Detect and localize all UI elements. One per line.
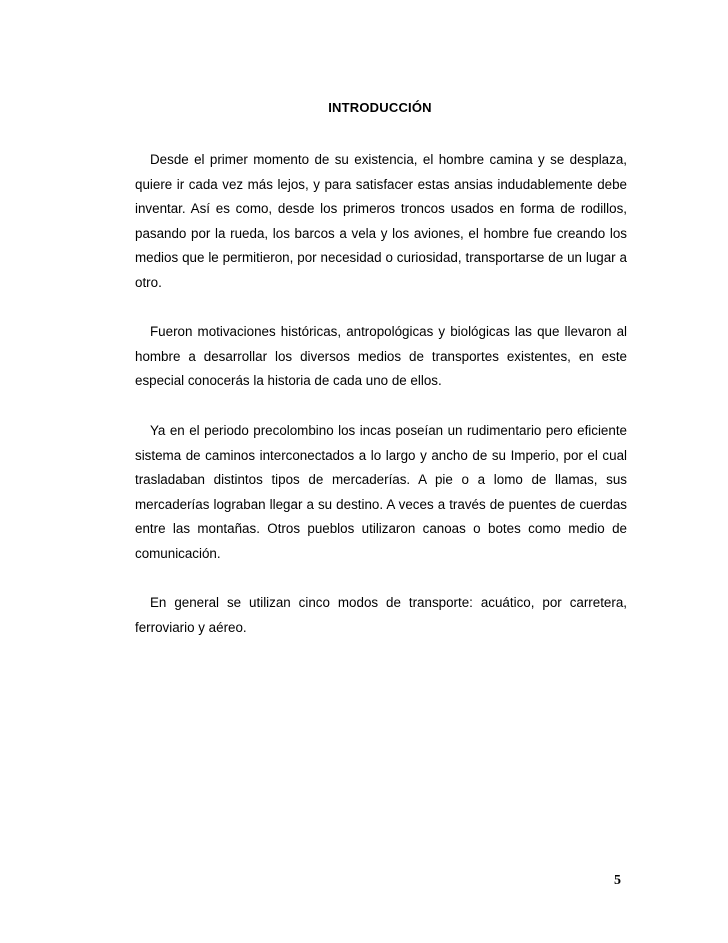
page-title: INTRODUCCIÓN bbox=[328, 100, 432, 115]
page-number: 5 bbox=[614, 873, 621, 888]
paragraph-precolombino: Ya en el periodo precolombino los incas poseían un rudimentario pero eficiente sistema de caminos interconectados a lo largo y ancho de su Imperio, por el cual trasladaban distintos tipos de mercaderías. A pie o a lomo de llamas, sus mercaderías lograban llegar a su destino. A veces a través de puentes de cuerdas entre las montañas. Otros pueblos utilizaron canoas o botes como medio de comunicación. bbox=[135, 423, 627, 561]
paragraph-transport-modes: En general se utilizan cinco modos de transporte: acuático, por carretera, ferroviario y aéreo. bbox=[135, 595, 627, 635]
paragraph-intro: Desde el primer momento de su existencia, el hombre camina y se desplaza, quiere ir cada vez más lejos, y para satisfacer estas ansias indudablemente debe inventar. Así es como, desde los primeros troncos usados en forma de rodillos, pasando por la rueda, los barcos a vela y los aviones, el hombre fue creando los medios que le permitieron, por necesidad o curiosidad, transportarse de un lugar a otro. bbox=[135, 152, 627, 290]
paragraph-motivations: Fueron motivaciones históricas, antropológicas y biológicas las que llevaron al hombre a desarrollar los diversos medios de transportes existentes, en este especial conocerás la historia de cada uno de ellos. bbox=[135, 324, 627, 388]
